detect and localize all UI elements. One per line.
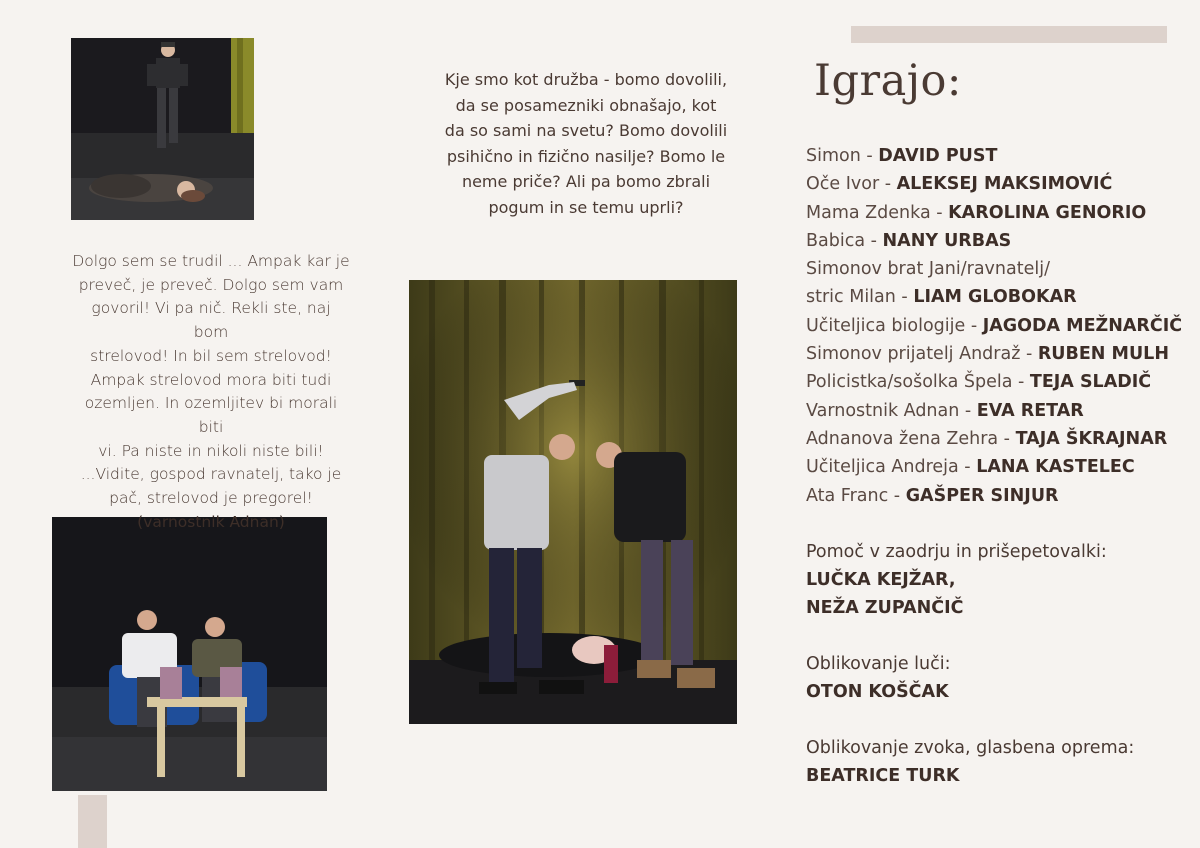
cast-entry bbox=[806, 170, 1200, 198]
cast-actor: LIAM GLOBOKAR bbox=[913, 287, 1077, 308]
credit-block-lighting bbox=[806, 650, 1200, 706]
cast-role: Simonov brat Jani/ravnatelj/ bbox=[806, 259, 1050, 280]
intro-line: da so sami na svetu? Bomo dovolili bbox=[444, 121, 728, 141]
decorative-bar-bottom bbox=[78, 795, 107, 848]
cast-role: Učiteljica Andreja - bbox=[806, 457, 977, 478]
cast-role: Adnanova žena Zehra - bbox=[806, 428, 1016, 449]
cast-role: Mama Zdenka - bbox=[806, 202, 949, 223]
quote-line: govoril! Vi pa nič. Rekli ste, naj bom bbox=[91, 299, 331, 342]
cast-actor: GAŠPER SINJUR bbox=[905, 485, 1059, 506]
credit-label: Oblikovanje zvoka, glasbena oprema: bbox=[806, 738, 1135, 758]
intro-paragraph bbox=[430, 67, 742, 221]
credit-block-sound bbox=[806, 734, 1200, 790]
quote-line: ozemljen. In ozemljitev bi morali biti bbox=[84, 394, 338, 436]
credit-name: LUČKA KEJŽAR, bbox=[806, 570, 956, 590]
decorative-bar-top bbox=[851, 26, 1167, 43]
quote-line: pač, strelovod je pregorel! bbox=[109, 489, 313, 508]
quote-line: preveč, je preveč. Dolgo sem vam bbox=[78, 275, 344, 294]
quote-line: Dolgo sem se trudil ... Ampak kar je bbox=[72, 252, 350, 270]
cast-role: stric Milan - bbox=[806, 287, 914, 308]
cast-role: Varnostnik Adnan - bbox=[806, 400, 977, 421]
credit-block-backstage bbox=[806, 538, 1200, 622]
cast-role: Ata Franc - bbox=[806, 485, 906, 506]
cast-role: Simonov prijatelj Andraž - bbox=[806, 344, 1038, 365]
quote-attribution: (varnostnik Adnan) bbox=[137, 512, 285, 531]
cast-entry bbox=[806, 227, 1200, 255]
cast-role: Simon - bbox=[806, 146, 879, 166]
intro-line: neme priče? Ali pa bomo zbrali bbox=[461, 172, 711, 192]
intro-line: pogum in se temu uprli? bbox=[488, 197, 684, 217]
intro-line: Kje smo kot družba - bomo dovolili, bbox=[444, 70, 728, 89]
cast-entry bbox=[806, 425, 1200, 453]
cast-list bbox=[806, 142, 1200, 510]
cast-entry bbox=[806, 340, 1200, 368]
cast-role: Oče Ivor - bbox=[806, 174, 897, 195]
cast-actor: TAJA ŠKRAJNAR bbox=[1015, 428, 1168, 449]
cast-role: Babica - bbox=[806, 230, 883, 251]
cast-actor: JAGODA MEŽNARČIČ bbox=[982, 315, 1183, 336]
intro-line: psihično in fizično nasilje? Bomo le bbox=[446, 146, 726, 166]
cast-actor: EVA RETAR bbox=[976, 400, 1084, 421]
monologue-quote bbox=[72, 250, 350, 534]
crew-credits bbox=[806, 538, 1200, 818]
quote-line: strelovod! In bil sem strelovod! bbox=[90, 346, 332, 365]
cast-entry bbox=[806, 368, 1200, 396]
cast-entry bbox=[806, 283, 1200, 311]
cast-actor: DAVID PUST bbox=[878, 146, 998, 166]
quote-line: ...Vidite, gospod ravnatelj, tako je bbox=[80, 465, 342, 484]
cast-entry bbox=[806, 397, 1200, 425]
cast-entry bbox=[806, 255, 1200, 283]
intro-line: da se posamezniki obnašajo, kot bbox=[455, 95, 717, 115]
stage-photo-seated-actors bbox=[52, 517, 327, 791]
cast-entry bbox=[806, 312, 1200, 340]
cast-actor: NANY URBAS bbox=[882, 230, 1012, 251]
credit-name: OTON KOŠČAK bbox=[806, 682, 949, 702]
cast-actor: LANA KASTELEC bbox=[976, 457, 1135, 478]
cast-heading: Igrajo: bbox=[814, 56, 962, 106]
cast-actor: ALEKSEJ MAKSIMOVIĆ bbox=[896, 174, 1113, 195]
credit-name: BEATRICE TURK bbox=[806, 766, 960, 786]
cast-actor: TEJA SLADIČ bbox=[1029, 372, 1152, 393]
credit-label: Oblikovanje luči: bbox=[806, 654, 951, 674]
cast-entry bbox=[806, 142, 1200, 170]
credit-name: NEŽA ZUPANČIČ bbox=[806, 598, 964, 618]
quote-line: Ampak strelovod mora biti tudi bbox=[90, 370, 332, 389]
cast-entry bbox=[806, 482, 1200, 510]
stage-photo-standing-over-figure bbox=[71, 38, 254, 220]
cast-entry bbox=[806, 199, 1200, 227]
cast-actor: RUBEN MULH bbox=[1037, 344, 1169, 365]
cast-actor: KAROLINA GENORIO bbox=[948, 202, 1147, 223]
credit-label: Pomoč v zaodrju in prišepetovalki: bbox=[806, 542, 1107, 562]
quote-line: vi. Pa niste in nikoli niste bili! bbox=[98, 441, 324, 460]
cast-entry bbox=[806, 453, 1200, 481]
cast-role: Učiteljica biologije - bbox=[806, 315, 983, 336]
cast-role: Policistka/sošolka Špela - bbox=[806, 372, 1030, 393]
stage-photo-selfie-scene bbox=[409, 280, 737, 724]
